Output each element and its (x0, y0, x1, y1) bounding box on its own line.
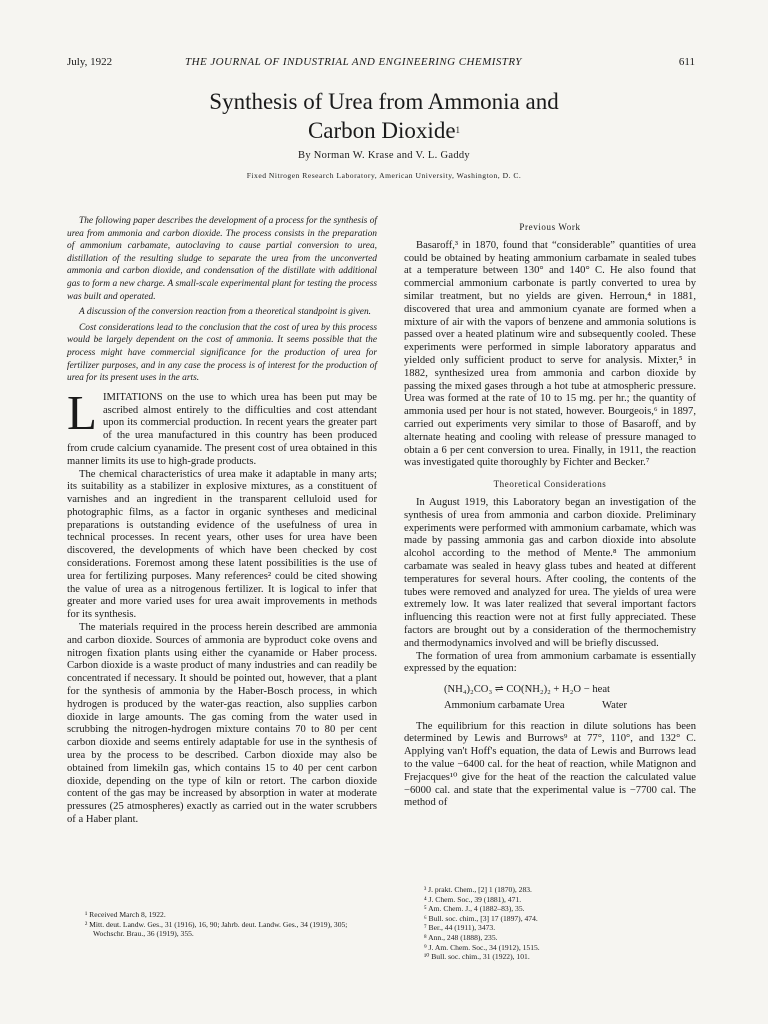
issue-date: July, 1922 (67, 56, 113, 68)
article-title (0, 87, 768, 145)
chemical-equation (444, 684, 696, 713)
authors: By Norman W. Krase and V. L. Gaddy (298, 150, 470, 161)
abstract-paragraph: The following paper describes the development of a process for the synthesis of urea from ammonia and carbon dioxide. The process consists in the preparation of ammonium carbamate, autoclaving to cause partial conversion to urea, distillation of the resulting sludge to separate the urea from the unconverted ammonia and carbon dioxide, and condensation of the distillate with additional gas to form a new charge. A small-scale experimental plant for testing the process was built and operated. (67, 216, 377, 302)
drop-cap: L (67, 384, 97, 440)
equation-label: Ammonium carbamate (444, 699, 542, 711)
journal-name: THE JOURNAL OF INDUSTRIAL AND ENGINEERING CHEMISTRY (185, 56, 522, 68)
footnote: ¹⁰ Bull. soc. chim., 31 (1922), 101. (424, 952, 530, 962)
title-footnote-mark: 1 (455, 125, 461, 135)
equation-label: Urea (544, 699, 565, 711)
equation-labels (444, 700, 696, 713)
title-line-2: Carbon Dioxide (307, 118, 456, 143)
body-paragraph: Basaroff,³ in 1870, found that “considerable” quantities of urea could be obtained by heating ammonium carbamate in sealed tubes at a temperature between 130° and 140° C. He also found that commercial ammonium carbonate is partly converted to urea by similar treatment, but no yields are given. Herroun,⁴ in 1881, discovered that urea and ammonium cyanate are formed when a mixture of air with the vapors of benzene and ammonia solutions is passed over a heated platinum wire and subsequently cooled. These experiments were performed in simple laboratory apparatus and yielded only sufficient product to serve for analysis. Mixter,⁵ in 1882, synthesized urea from ammonia and carbon dioxide by passing the mixed gases through a hot tube at atmospheric pressure. Urea was formed at the rate of 10 to 15 mg. per hr.; the quantity of ammonia used per hour is not stated, however. Bourgeois,⁶ in 1897, carried out experiments very similar to those of Basaroff, and by alternate heating and cooling with release of pressure managed to obtain a 6 per cent conversion to urea. Finally, in 1911, the reaction was investigated quite thoroughly by Fichter and Becker.⁷ (404, 239, 696, 469)
affiliation: Fixed Nitrogen Research Laboratory, American University, Washington, D. C. (246, 171, 522, 180)
body-paragraph: The chemical characteristics of urea make it adaptable in many arts; its suitability as a stabilizer in explosive mixtures, as a constituent of varnishes and an ingredient in the transparent celluloid used for photographic films, as a factor in organic syntheses and medicinal preparations is outstanding evidence of the usefulness of urea in technical processes. In recent years, other uses for urea have been discovered, the developments of which have been checked by cost considerations. Foremost among these latent possibilities is the use of urea for fertilizing purposes. Many references² could be cited showing the value of urea as a nitrogenous fertilizer. It is logical to infer that greater and more varied uses for urea await improvements in methods for its synthesis. (67, 468, 377, 621)
abstract-paragraph: Cost considerations lead to the conclusion that the cost of urea by this process would be largely dependent on the cost of ammonia. It seems possible that the process might have commercial significance for the production of urea for fertilizer purposes, and in any case the process is of interest for the production of urea for its present uses in the arts. (67, 322, 377, 384)
body-paragraph: The equilibrium for this reaction in dilute solutions has been determined by Lewis and Burrows⁹ at 77°, 110°, and 132° C. Applying van't Hoff's equation, the data of Lewis and Burrows lead to the value −6400 cal. for the heat of reaction, while Matignon and Frejacques¹⁰ give for the heat of the reaction the calculated value −6000 cal. and state that the experimental value is −7700 cal. The method of (404, 720, 696, 809)
right-footnotes (424, 885, 696, 962)
intro-text: IMITATIONS on the use to which urea has been put may be ascribed almost entirely to the difficulties and cost attendant upon its commercial production. In recent years the greater part of the urea manufactured in this country has been produced from crude calcium cyanamide. The present cost of urea obtained in this manner limits its use to high-grade products. (67, 391, 377, 467)
footnote: ⁶ Bull. soc. chim., [3] 17 (1897), 474. (424, 913, 538, 923)
footnote: ⁹ J. Am. Chem. Soc., 34 (1912), 1515. (424, 942, 540, 952)
footnote: ³ J. prakt. Chem., [2] 1 (1870), 283. (424, 885, 532, 894)
right-column (404, 221, 696, 810)
footnote: ¹ Received March 8, 1922. (85, 910, 166, 919)
footnote: ² Mitt. deut. Landw. Ges., 31 (1916), 16, 90; Jahrb. deut. Landw. Ges., 34 (1919), 305; Wochschr. Brau., 36 (1919), 355. (85, 919, 348, 939)
page-number: 611 (678, 56, 695, 68)
body-paragraph: The materials required in the process herein described are ammonia and carbon dioxide. Sources of ammonia are byproduct coke ovens and nitrogen fixation plants using either the cyanamide or Haber process. Carbon dioxide is a waste product of many industries and can readily be concentrated if necessary. It should be pointed out, however, that a plant for the synthesis of ammonia by the Haber-Bosch process, in which hydrogen is produced by the water-gas reaction, also supplies carbon dioxide in large amounts. The gas coming from the water used in scrubbing the nitrogen-hydrogen mixture contains 70 to 80 per cent carbon dioxide and seems entirely adaptable for use in the synthesis of urea by the process to be described. Carbon dioxide may also be obtained from limekiln gas, which contains 15 to 40 per cent carbon dioxide, depending on the type of kiln or retort. The carbon dioxide content of the gas may be increased by absorption in water at moderate pressures (25 atmospheres) exactly as carried out in the water scrubbers of a Haber plant. (67, 622, 377, 826)
abstract (67, 215, 377, 385)
abstract-paragraph: A discussion of the conversion reaction from a theoretical standpoint is given. (79, 307, 371, 318)
left-column (67, 215, 377, 827)
footnote: ⁵ Am. Chem. J., 4 (1882–83), 35. (424, 904, 525, 914)
footnote: ⁸ Ann., 248 (1888), 235. (424, 932, 498, 942)
left-footnotes (67, 910, 377, 939)
section-heading-previous-work: Previous Work (519, 222, 581, 232)
section-heading-theoretical: Theoretical Considerations (493, 479, 607, 490)
equation-text: (NH₄)₂CO₃ ⇌ CO(NH₂)₂ + H₂O − heat (444, 684, 610, 696)
footnote: ⁷ Ber., 44 (1911), 3473. (424, 923, 496, 933)
body-paragraph: In August 1919, this Laboratory began an investigation of the synthesis of urea from ammonia and carbon dioxide. Preliminary experiments were performed with ammonium carbamate, which was made by passing ammonia gas and carbon dioxide into absolute alcohol according to the method of Mente.⁸ The ammonium carbamate was sealed in heavy glass tubes and heated at different temperatures for several hours. After cooling, the contents of the tubes were removed and analyzed for urea. The yields of urea were extremely low. It was later realized that several important factors influencing this reaction were not at first fully appreciated. These factors are brought out by a consideration of the thermochemistry and thermodynamics involved and will be briefly discussed. (404, 496, 696, 649)
body-paragraph: The formation of urea from ammonium carbamate is essentially expressed by the equation: (404, 650, 696, 675)
equation-label: Water (602, 699, 628, 711)
footnote: ⁴ J. Chem. Soc., 39 (1881), 471. (424, 894, 522, 904)
intro-paragraph (67, 384, 377, 469)
title-line-1: Synthesis of Urea from Ammonia and (209, 89, 559, 114)
